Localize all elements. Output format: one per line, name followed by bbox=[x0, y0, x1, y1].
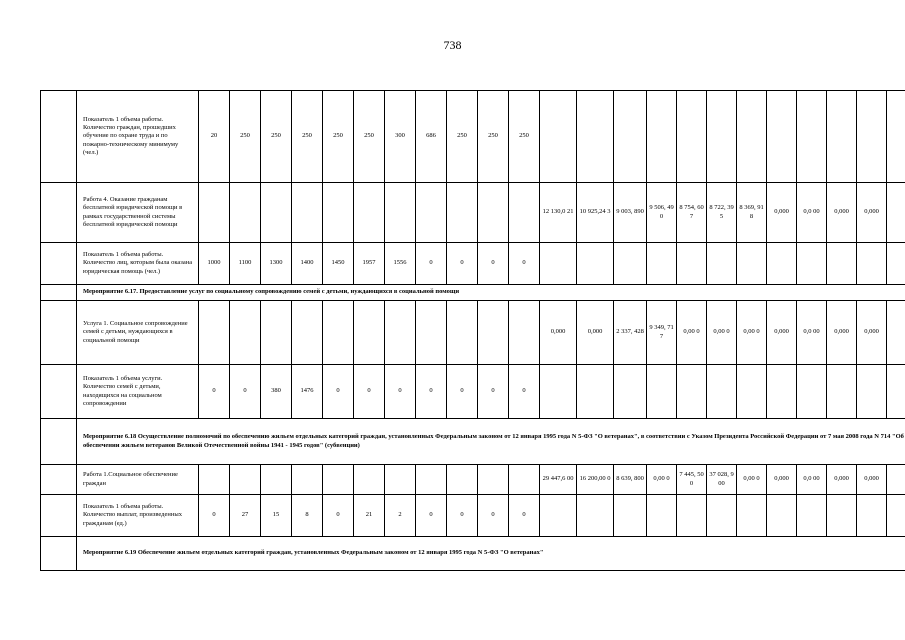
value-cell bbox=[199, 183, 230, 243]
row-label: Показатель 1 объема работы. Количество выплат, произведенных гражданам (ед.) bbox=[77, 495, 199, 537]
table-row bbox=[41, 243, 905, 285]
value-cell: 1957 bbox=[354, 243, 385, 285]
value-cell bbox=[323, 465, 354, 495]
value-cell: 0 bbox=[509, 365, 540, 419]
value-cell bbox=[887, 495, 905, 537]
value-cell: 0,000 bbox=[767, 301, 797, 365]
value-cell: 12 130,0 21 bbox=[540, 183, 577, 243]
value-cell bbox=[447, 183, 478, 243]
value-cell bbox=[199, 301, 230, 365]
value-cell bbox=[827, 495, 857, 537]
value-cell: 2 bbox=[385, 495, 416, 537]
value-cell: 29 447,6 00 bbox=[540, 465, 577, 495]
value-cell: 37 028, 900 bbox=[707, 465, 737, 495]
value-cell bbox=[677, 495, 707, 537]
value-cell: 0,000 bbox=[857, 183, 887, 243]
row-number-cell bbox=[41, 285, 77, 301]
value-cell bbox=[707, 91, 737, 183]
value-cell bbox=[857, 365, 887, 419]
value-cell: 1000 bbox=[199, 243, 230, 285]
value-cell bbox=[887, 465, 905, 495]
budget-table bbox=[40, 90, 905, 571]
value-cell bbox=[540, 365, 577, 419]
value-cell bbox=[887, 243, 905, 285]
value-cell: 9 003, 890 bbox=[614, 183, 647, 243]
value-cell bbox=[857, 243, 887, 285]
value-cell: 0 bbox=[478, 243, 509, 285]
value-cell: 8 bbox=[292, 495, 323, 537]
section-heading: Мероприятие 6.17. Предоставление услуг по социальному сопровождению семей с детьми, нуждающихся в социальной помощи bbox=[77, 285, 905, 301]
value-cell bbox=[509, 465, 540, 495]
value-cell: 250 bbox=[230, 91, 261, 183]
value-cell bbox=[647, 91, 677, 183]
value-cell: 0,000 bbox=[827, 183, 857, 243]
value-cell bbox=[767, 91, 797, 183]
value-cell: 0,00 0 bbox=[737, 465, 767, 495]
value-cell bbox=[737, 91, 767, 183]
value-cell bbox=[354, 465, 385, 495]
value-cell: 300 bbox=[385, 91, 416, 183]
value-cell: 0 bbox=[416, 243, 447, 285]
value-cell: 250 bbox=[447, 91, 478, 183]
value-cell bbox=[230, 301, 261, 365]
value-cell: 0 bbox=[354, 365, 385, 419]
table-body bbox=[41, 91, 905, 571]
value-cell: 0,00 0 bbox=[677, 301, 707, 365]
value-cell: 16 200,00 0 bbox=[577, 465, 614, 495]
value-cell bbox=[199, 465, 230, 495]
value-cell bbox=[478, 465, 509, 495]
value-cell bbox=[887, 91, 905, 183]
row-label: Показатель 1 объема работы. Количество лиц, которым была оказана юридическая помощь (чел.) bbox=[77, 243, 199, 285]
row-label: Работа 1.Социальное обеспечение граждан bbox=[77, 465, 199, 495]
value-cell bbox=[292, 183, 323, 243]
value-cell: 0 bbox=[199, 365, 230, 419]
row-number-cell bbox=[41, 419, 77, 465]
value-cell bbox=[540, 91, 577, 183]
table-row bbox=[41, 301, 905, 365]
value-cell bbox=[887, 365, 905, 419]
value-cell bbox=[614, 243, 647, 285]
value-cell: 20 bbox=[199, 91, 230, 183]
table-row bbox=[41, 465, 905, 495]
value-cell: 0,000 bbox=[857, 301, 887, 365]
value-cell: 9 506, 490 bbox=[647, 183, 677, 243]
value-cell: 0,000 bbox=[767, 183, 797, 243]
value-cell: 0 bbox=[199, 495, 230, 537]
value-cell bbox=[577, 91, 614, 183]
section-heading-row bbox=[41, 419, 905, 465]
value-cell: 9 349, 717 bbox=[647, 301, 677, 365]
table-row bbox=[41, 91, 905, 183]
value-cell: 0,000 bbox=[767, 465, 797, 495]
value-cell bbox=[767, 365, 797, 419]
value-cell bbox=[647, 365, 677, 419]
value-cell bbox=[737, 495, 767, 537]
value-cell bbox=[292, 465, 323, 495]
row-number-cell bbox=[41, 183, 77, 243]
table-row bbox=[41, 365, 905, 419]
value-cell: 8 369, 918 bbox=[737, 183, 767, 243]
value-cell bbox=[737, 365, 767, 419]
row-number-cell bbox=[41, 91, 77, 183]
page-number: 738 bbox=[443, 38, 462, 52]
value-cell: 250 bbox=[323, 91, 354, 183]
value-cell: 1556 bbox=[385, 243, 416, 285]
value-cell bbox=[707, 365, 737, 419]
value-cell: 1450 bbox=[323, 243, 354, 285]
value-cell bbox=[857, 91, 887, 183]
value-cell bbox=[323, 301, 354, 365]
value-cell bbox=[385, 301, 416, 365]
value-cell: 380 bbox=[261, 365, 292, 419]
value-cell: 250 bbox=[261, 91, 292, 183]
value-cell: 0 bbox=[478, 495, 509, 537]
value-cell bbox=[677, 91, 707, 183]
value-cell: 0 bbox=[447, 365, 478, 419]
value-cell: 8 722, 395 bbox=[707, 183, 737, 243]
section-heading-row bbox=[41, 537, 905, 571]
value-cell: 0 bbox=[447, 495, 478, 537]
row-number-cell bbox=[41, 465, 77, 495]
value-cell: 0 bbox=[509, 243, 540, 285]
value-cell bbox=[614, 91, 647, 183]
value-cell bbox=[509, 183, 540, 243]
value-cell bbox=[230, 183, 261, 243]
value-cell: 0 bbox=[230, 365, 261, 419]
value-cell bbox=[292, 301, 323, 365]
value-cell bbox=[767, 495, 797, 537]
row-number-cell bbox=[41, 243, 77, 285]
value-cell: 1476 bbox=[292, 365, 323, 419]
value-cell bbox=[509, 301, 540, 365]
row-number-cell bbox=[41, 537, 77, 571]
value-cell: 0,000 bbox=[540, 301, 577, 365]
value-cell bbox=[261, 301, 292, 365]
value-cell bbox=[540, 495, 577, 537]
value-cell: 8 754, 607 bbox=[677, 183, 707, 243]
value-cell bbox=[707, 495, 737, 537]
value-cell: 0,00 0 bbox=[707, 301, 737, 365]
value-cell: 250 bbox=[292, 91, 323, 183]
value-cell bbox=[797, 365, 827, 419]
value-cell bbox=[577, 243, 614, 285]
value-cell: 8 639, 800 bbox=[614, 465, 647, 495]
value-cell: 0,00 0 bbox=[737, 301, 767, 365]
section-heading: Мероприятие 6.18 Осуществление полномочий по обеспечению жильем отдельных категорий граждан, установленных Федеральным законом от 12 января 1995 года N 5-ФЗ "О ветеранах", в соответствии с Указом Президента Российской Федерации от 7 мая 2008 года N 714 "Об обеспечении жильем ветеранов Великой Отечественной войны 1941 - 1945 годов" (субвенции) bbox=[77, 419, 905, 465]
value-cell: 2 337, 428 bbox=[614, 301, 647, 365]
value-cell bbox=[797, 243, 827, 285]
section-heading: Мероприятие 6.19 Обеспечение жильем отдельных категорий граждан, установленных Федеральным законом от 12 января 1995 года N 5-ФЗ "О ветеранах" bbox=[77, 537, 905, 571]
row-label: Показатель 1 объема работы. Количество граждан, прошедших обучение по охране труда и по пожарно-техническому минимуму (чел.) bbox=[77, 91, 199, 183]
value-cell bbox=[647, 243, 677, 285]
value-cell bbox=[447, 301, 478, 365]
value-cell: 0,0 00 bbox=[797, 183, 827, 243]
value-cell bbox=[416, 301, 447, 365]
value-cell bbox=[354, 183, 385, 243]
row-label: Работа 4. Оказание гражданам бесплатной юридической помощи в рамках государственной системы бесплатной юридической помощи bbox=[77, 183, 199, 243]
value-cell bbox=[354, 301, 385, 365]
value-cell: 7 445, 500 bbox=[677, 465, 707, 495]
value-cell: 0 bbox=[323, 365, 354, 419]
value-cell: 10 925,24 3 bbox=[577, 183, 614, 243]
value-cell: 0,000 bbox=[857, 465, 887, 495]
value-cell: 0 bbox=[478, 365, 509, 419]
row-number-cell bbox=[41, 495, 77, 537]
value-cell: 0,0 00 bbox=[797, 465, 827, 495]
value-cell bbox=[416, 465, 447, 495]
value-cell: 0 bbox=[323, 495, 354, 537]
value-cell: 0,0 00 bbox=[797, 301, 827, 365]
value-cell: 250 bbox=[509, 91, 540, 183]
value-cell bbox=[677, 365, 707, 419]
value-cell bbox=[416, 183, 447, 243]
value-cell bbox=[261, 465, 292, 495]
value-cell bbox=[385, 183, 416, 243]
value-cell: 0,000 bbox=[827, 465, 857, 495]
value-cell: 686 bbox=[416, 91, 447, 183]
value-cell bbox=[677, 243, 707, 285]
value-cell: 0 bbox=[385, 365, 416, 419]
value-cell bbox=[707, 243, 737, 285]
value-cell bbox=[614, 495, 647, 537]
value-cell: 0 bbox=[416, 365, 447, 419]
value-cell: 0,000 bbox=[577, 301, 614, 365]
value-cell: 15 bbox=[261, 495, 292, 537]
table-row bbox=[41, 183, 905, 243]
value-cell bbox=[797, 91, 827, 183]
row-label: Показатель 1 объема услуги. Количество семей с детьми, находящихся на социальном сопровождении bbox=[77, 365, 199, 419]
value-cell: 250 bbox=[354, 91, 385, 183]
row-label: Услуга 1. Социальное сопровождение семей с детьми, нуждающихся в социальной помощи bbox=[77, 301, 199, 365]
value-cell bbox=[767, 243, 797, 285]
value-cell bbox=[478, 301, 509, 365]
value-cell bbox=[323, 183, 354, 243]
value-cell bbox=[577, 495, 614, 537]
value-cell: 0 bbox=[416, 495, 447, 537]
value-cell bbox=[647, 495, 677, 537]
table-row bbox=[41, 495, 905, 537]
value-cell bbox=[230, 465, 261, 495]
value-cell: 0 bbox=[447, 243, 478, 285]
value-cell: 1300 bbox=[261, 243, 292, 285]
value-cell bbox=[857, 495, 887, 537]
value-cell bbox=[827, 365, 857, 419]
value-cell bbox=[887, 183, 905, 243]
value-cell bbox=[887, 301, 905, 365]
value-cell: 0,00 0 bbox=[647, 465, 677, 495]
value-cell: 0 bbox=[509, 495, 540, 537]
value-cell: 1400 bbox=[292, 243, 323, 285]
row-number-cell bbox=[41, 301, 77, 365]
section-heading-row bbox=[41, 285, 905, 301]
value-cell bbox=[614, 365, 647, 419]
row-number-cell bbox=[41, 365, 77, 419]
value-cell bbox=[385, 465, 416, 495]
value-cell: 250 bbox=[478, 91, 509, 183]
value-cell bbox=[827, 243, 857, 285]
value-cell bbox=[540, 243, 577, 285]
value-cell bbox=[737, 243, 767, 285]
value-cell bbox=[478, 183, 509, 243]
value-cell bbox=[447, 465, 478, 495]
value-cell bbox=[577, 365, 614, 419]
value-cell bbox=[797, 495, 827, 537]
value-cell: 1100 bbox=[230, 243, 261, 285]
value-cell: 21 bbox=[354, 495, 385, 537]
value-cell bbox=[827, 91, 857, 183]
value-cell: 27 bbox=[230, 495, 261, 537]
value-cell bbox=[261, 183, 292, 243]
value-cell: 0,000 bbox=[827, 301, 857, 365]
